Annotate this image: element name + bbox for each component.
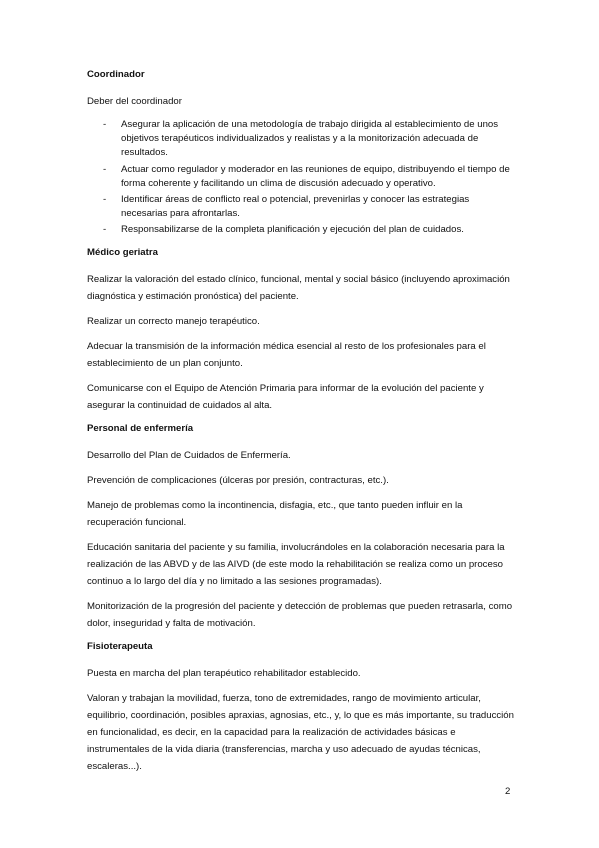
paragraph: Prevención de complicaciones (úlceras por presión, contracturas, etc.). [87,474,389,486]
section-heading-enfermeria: Personal de enfermería [87,422,194,434]
paragraph: Realizar un correcto manejo terapéutico. [87,315,260,327]
section-heading-fisioterapeuta: Fisioterapeuta [87,640,153,652]
paragraph: Manejo de problemas como la incontinencia, disfagia, etc., que tanto pueden influir en la recuperación funcional. [87,499,463,528]
paragraph: Educación sanitaria del paciente y su familia, involucrándoles en la colaboración necesaria para la realización de las ABVD y de las AIVD (de este modo la rehabilitación se realiza como un proceso continuo a lo largo del día y no limitado a las sesiones programadas). [87,541,505,587]
paragraph: Desarrollo del Plan de Cuidados de Enfermería. [87,449,291,461]
paragraph: Realizar la valoración del estado clínico, funcional, mental y social básico (incluyendo aproximación diagnóstica y estimación pronóstica) del paciente. [87,273,510,302]
list-item [87,193,517,221]
section-heading-medico: Médico geriatra [87,246,158,258]
list-item-text: Responsabilizarse de la completa planificación y ejecución del plan de cuidados. [121,224,464,236]
bullet-dash: - [103,194,107,206]
paragraph: Comunicarse con el Equipo de Atención Primaria para informar de la evolución del paciente y asegurar la continuidad de cuidados al alta. [87,382,484,411]
bullet-dash: - [103,224,107,236]
section-heading-coordinador: Coordinador [87,69,145,80]
list-item [87,118,517,161]
page-number: 2 [505,786,511,797]
list-item [87,163,517,191]
coordinador-intro: Deber del coordinador [87,96,182,107]
paragraph: Puesta en marcha del plan terapéutico rehabilitador establecido. [87,667,361,679]
document-page [87,68,517,783]
list-item-text: Identificar áreas de conflicto real o potencial, prevenirlas y conocer las estrategias necesarias para afrontarlas. [121,194,470,220]
list-item-text: Actuar como regulador y moderador en las reuniones de equipo, distribuyendo el tiempo de forma coherente y facilitando un clima de discusión adecuado y operativo. [121,163,510,189]
coordinador-duties-list [87,118,517,238]
paragraph: Monitorización de la progresión del paciente y detección de problemas que pueden retrasarla, como dolor, inseguridad y falta de motivación. [87,600,513,629]
list-item [87,223,517,237]
bullet-dash: - [103,119,107,130]
paragraph: Valoran y trabajan la movilidad, fuerza, tono de extremidades, rango de movimiento articular, equilibrio, coordinación, posibles apraxias, agnosias, etc., y, lo que es más importante, su traducción en funcionalidad, es decir, en la capacidad para la realización de actividades básicas e instrumentales de la vida diaria (transferencias, marcha y uso adecuado de ayudas técnicas, escaleras...). [87,692,514,772]
bullet-dash: - [103,163,107,175]
list-item-text: Asegurar la aplicación de una metodología de trabajo dirigida al establecimiento de unos objetivos terapéuticos individualizados y realistas y a la monitorización adecuada de resultados. [121,119,499,159]
paragraph: Adecuar la transmisión de la información médica esencial al resto de los profesionales para el establecimiento de un plan conjunto. [87,340,486,369]
